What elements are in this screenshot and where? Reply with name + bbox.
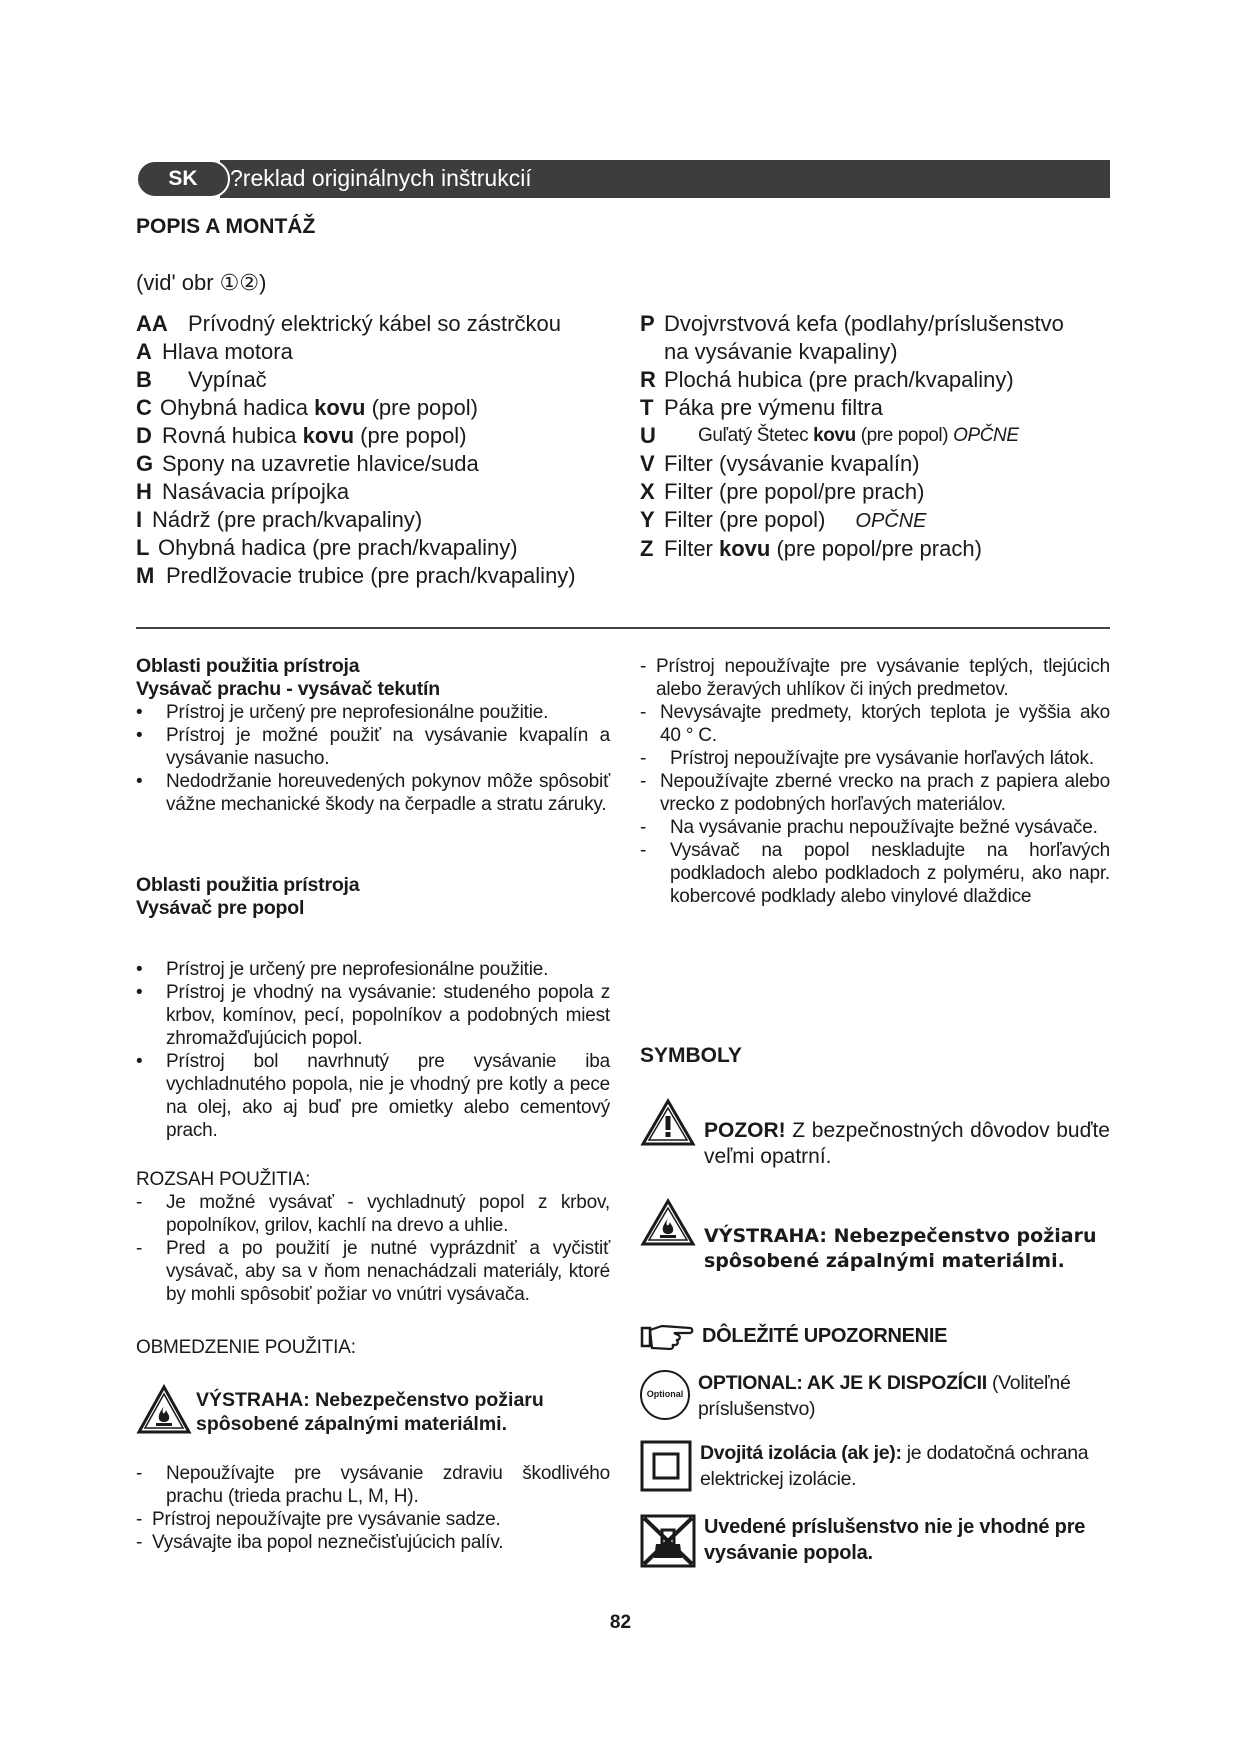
- list-item: - Prístroj nepoužívajte pre vysávanie horľavých látok.: [640, 747, 1110, 770]
- symbols-title: SYMBOLY: [640, 1044, 742, 1067]
- list-item: • Prístroj je určený pre neprofesionálne použitie.: [136, 958, 610, 981]
- symbol-note: [640, 1322, 1110, 1350]
- note-text: DÔLEŽITÉ UPOZORNENIE: [702, 1325, 948, 1347]
- part-item: X Filter (pre popol/pre prach): [640, 479, 925, 504]
- dash-list: [136, 1462, 610, 1554]
- part-item: H Nasávacia prípojka: [136, 479, 350, 504]
- subheading: Oblasti použitia prístroja: [136, 874, 360, 896]
- caution-text: POZOR! Z bezpečnostných dôvodov buďte veľmi opatrní.: [704, 1119, 1110, 1168]
- page-number: 82: [609, 1612, 632, 1633]
- part-item: B Vypínač: [136, 367, 267, 392]
- not-suitable-icon: [640, 1514, 696, 1568]
- not-suitable-text: Uvedené príslušenstvo nie je vhodné pre vysávanie popola.: [704, 1516, 1086, 1564]
- symbol-fire: [640, 1198, 1110, 1274]
- bullet-list: [136, 958, 610, 1142]
- fire-icon: [640, 1198, 696, 1248]
- limit-title: OBMEDZENIE POUŽITIA:: [136, 1337, 356, 1358]
- part-item: R Plochá hubica (pre prach/kvapaliny): [640, 367, 1014, 392]
- caution-icon: [640, 1098, 696, 1148]
- dash-list: [640, 655, 1110, 908]
- list-item: - Vysávajte iba popol neznečisťujúcich palív.: [136, 1531, 610, 1554]
- part-item: U Guľatý Štetec kovu (pre popol) OPČNE: [640, 423, 1019, 448]
- header-title: ?reklad originálnych inštrukcií: [230, 165, 532, 191]
- part-item: T Páka pre výmenu filtra: [640, 395, 883, 420]
- part-item: M Predlžovacie trubice (pre prach/kvapaliny): [136, 563, 576, 588]
- symbol-not-suitable: [640, 1514, 1110, 1568]
- part-item: G Spony na uzavretie hlavice/suda: [136, 451, 479, 476]
- warning-text: VÝSTRAHA: Nebezpečenstvo požiaru spôsobené zápalnými materiálmi.: [196, 1389, 544, 1435]
- list-item: • Prístroj je určený pre neprofesionálne použitie.: [136, 701, 610, 724]
- list-item: - Pred a po použití je nutné vyprázdniť a vyčistiť vysávač, aby sa v ňom nenachádzali materiály, ktoré by mohli spôsobiť požiar vo vnútri vysávača.: [136, 1237, 610, 1306]
- list-item: - Nevysávajte predmety, ktorých teplota je vyššia ako 40 ° C.: [640, 701, 1110, 747]
- usage-scope: [136, 1168, 610, 1306]
- part-item: D Rovná hubica kovu (pre popol): [136, 423, 467, 448]
- pointing-hand-icon: [640, 1322, 694, 1350]
- symbol-caution: [640, 1098, 1110, 1170]
- double-insulation-text: Dvojitá izolácia (ak je): je dodatočná ochrana elektrickej izolácie.: [700, 1442, 1089, 1490]
- list-item: - Je možné vysávať - vychladnutý popol z krbov, popolníkov, grilov, kachlí na drevo a uhlie.: [136, 1191, 610, 1237]
- part-item: AA Prívodný elektrický kábel so zástrčkou: [136, 311, 561, 336]
- symbol-double-insulation: [640, 1440, 1110, 1492]
- list-item: • Prístroj je možné použiť na vysávanie kvapalín a vysávanie nasucho.: [136, 724, 610, 770]
- list-item: • Nedodržanie horeuvedených pokynov môže spôsobiť vážne mechanické škody na čerpadle a stratu záruky.: [136, 770, 610, 816]
- list-item: - Nepoužívajte zberné vrecko na prach z papiera alebo vrecko z podobných horľavých materiálov.: [640, 770, 1110, 816]
- parts-list-right: [640, 310, 1115, 563]
- part-item: A Hlava motora: [136, 339, 293, 364]
- bullet-list: [136, 701, 610, 816]
- language-badge: SK: [136, 160, 230, 198]
- part-item: C Ohybná hadica kovu (pre popol): [136, 395, 478, 420]
- section-title: POPIS A MONTÁŽ: [136, 215, 316, 238]
- list-item: • Prístroj bol navrhnutý pre vysávanie iba vychladnutého popola, nie je vhodný pre kotly a pece na olej, ako aj buď pre omietky alebo cementový prach.: [136, 1050, 610, 1142]
- optional-text: OPTIONAL: AK JE K DISPOZÍCII (Voliteľné príslušenstvo): [698, 1372, 1071, 1420]
- usage-restrictions: [640, 655, 1110, 908]
- part-item: Z Filter kovu (pre popol/pre prach): [640, 536, 982, 561]
- subheading: Oblasti použitia prístroja: [136, 655, 360, 677]
- fire-warning: [136, 1384, 610, 1436]
- subheading: Vysávač pre popol: [136, 897, 305, 919]
- part-item: P Dvojvrstvová kefa (podlahy/príslušenstvo na vysávanie kvapaliny): [640, 311, 1064, 364]
- optional-icon: Optional: [640, 1370, 690, 1420]
- list-item: - Prístroj nepoužívajte pre vysávanie teplých, tlejúcich alebo žeravých uhlíkov či iných predmetov.: [640, 655, 1110, 701]
- part-item: I Nádrž (pre prach/kvapaliny): [136, 507, 423, 532]
- list-item: - Na vysávanie prachu nepoužívajte bežné vysávače.: [640, 816, 1110, 839]
- fire-text: VÝSTRAHA: Nebezpečenstvo požiaru spôsobené zápalnými materiálmi.: [704, 1225, 1097, 1272]
- double-insulation-icon: [640, 1440, 692, 1492]
- fire-warning-icon: [136, 1384, 192, 1436]
- scope-title: ROZSAH POUŽITIA:: [136, 1169, 311, 1190]
- part-item: Y Filter (pre popol) OPČNE: [640, 507, 927, 532]
- list-item: - Prístroj nepoužívajte pre vysávanie sadze.: [136, 1508, 610, 1531]
- parts-list-left: [136, 310, 616, 590]
- list-item: - Nepoužívajte pre vysávanie zdraviu škodlivého prachu (trieda prachu L, M, H).: [136, 1462, 610, 1508]
- usage-area-ash: [136, 874, 610, 1142]
- symbol-optional: [640, 1370, 1110, 1422]
- usage-area-dust: [136, 655, 610, 816]
- part-item: V Filter (vysávanie kvapalín): [640, 451, 920, 476]
- part-item: L Ohybná hadica (pre prach/kvapaliny): [136, 535, 518, 560]
- dash-list: [136, 1191, 610, 1306]
- list-item: - Vysávač na popol neskladujte na horľavých podkladoch alebo podkladoch z polyméru, ako napr. kobercové podklady alebo vinylové dlaždice: [640, 839, 1110, 908]
- subheading: Vysávač prachu - vysávač tekutín: [136, 678, 440, 700]
- list-item: • Prístroj je vhodný na vysávanie: studeného popola z krbov, komínov, pecí, popolníkov a podobných miest zhromažďujúcich popol.: [136, 981, 610, 1050]
- section-divider: [136, 627, 1110, 629]
- figure-reference: (vid' obr ①②): [136, 270, 267, 295]
- usage-limits: [136, 1462, 610, 1554]
